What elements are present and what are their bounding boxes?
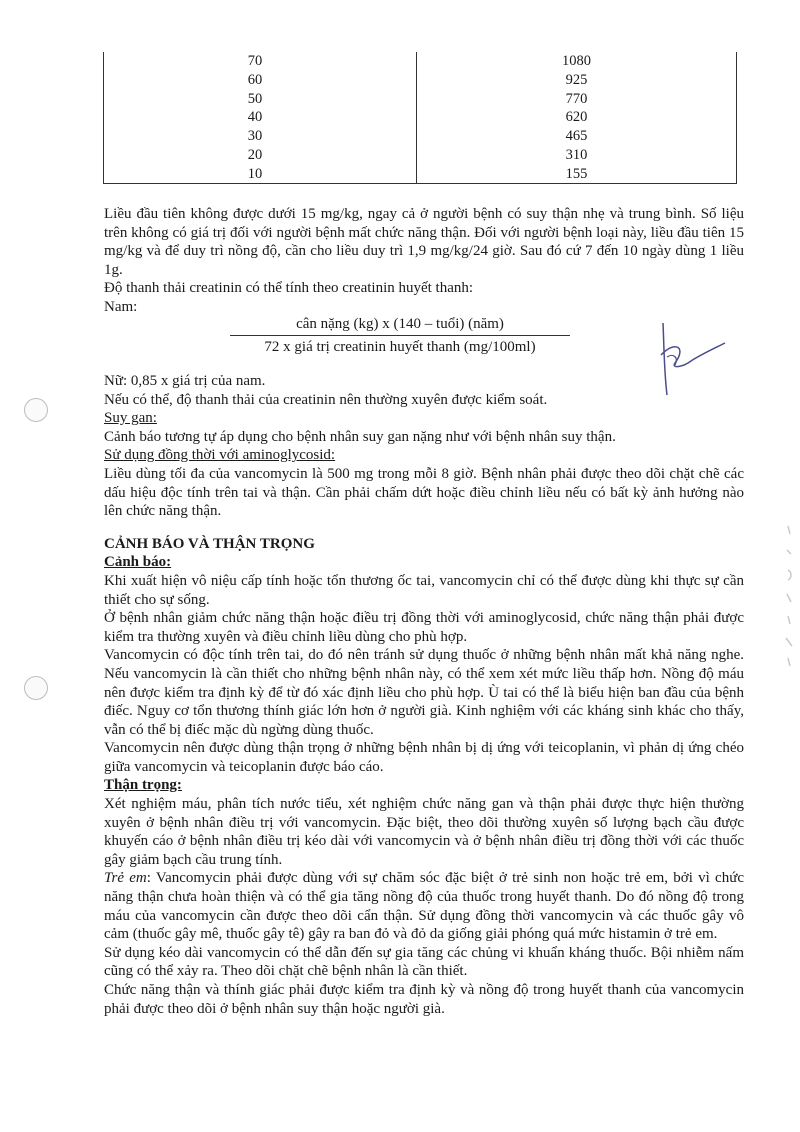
text-block-1 [104, 205, 744, 317]
paragraph-elderly: Chức năng thận và thính giác phải được kiểm tra định kỳ và nồng độ trong huyết thanh của vancomycin phải được theo dõi ở bệnh nhân suy thận hoặc người già. [104, 982, 744, 1017]
heading-warning: Cảnh báo: [104, 554, 172, 571]
table-row [104, 164, 737, 183]
formula-denominator: 72 x giá trị creatinin huyết thanh (mg/100ml) [264, 339, 536, 355]
clearance-formula [230, 315, 570, 356]
paragraph-aminoglycoside: Liều dùng tối đa của vancomycin là 500 mg trong mỗi 8 giờ. Bệnh nhân phải được theo dõi chặt chẽ các dấu hiệu độc tính trên tai và thận. Cần phải chấm dứt hoặc điều chỉnh liều nếu có bất kỳ ảnh hưởng nào lên chức năng thận. [104, 465, 744, 520]
paragraph-female: Nữ: 0,85 x giá trị của nam. [104, 373, 266, 389]
cell-value: 10 [247, 165, 263, 182]
text-block-2 [104, 372, 744, 1018]
dose-table [103, 52, 737, 184]
paragraph-renal: Ở bệnh nhân giảm chức năng thận hoặc điều trị đồng thời với aminoglycosid, chức năng thận phải được kiểm tra thường xuyên và điều chỉnh liều dùng cho phù hợp. [104, 610, 744, 645]
table-row [104, 146, 737, 165]
paragraph-lab-tests: Xét nghiệm máu, phân tích nước tiểu, xét nghiệm chức năng gan và thận phải được thực hiện thường xuyên ở bệnh nhân điều trị với vancomycin. Đặc biệt, theo dõi thường xuyên số lượng bạch cầu được khuyến cáo ở bệnh nhân điều trị kéo dài với vancomycin và ở bệnh nhân điều trị đồng thời với các thuốc gây giảm bạch cầu trung tính. [104, 796, 744, 868]
table-row [104, 71, 737, 90]
section-heading-warnings: CẢNH BÁO VÀ THẬN TRỌNG [104, 535, 315, 552]
table-cell-left [104, 108, 417, 127]
cell-value: 30 [247, 128, 263, 145]
signature-icon [645, 315, 735, 405]
cell-value: 60 [247, 72, 263, 89]
table-cell-left [104, 89, 417, 108]
cell-value: 40 [247, 109, 263, 126]
cell-value: 70 [247, 53, 263, 70]
text-children: : Vancomycin phải được dùng với sự chăm sóc đặc biệt ở trẻ sinh non hoặc trẻ em, bởi vì chức năng thận chưa hoàn thiện và có thể gia tăng nồng độ của thuốc trong huyết thanh. Do đó nồng độ trong máu của vancomycin cần được theo dõi cẩn thận. Sử dụng đồng thời vancomycin và các thuốc gây vô cảm (thuốc gây mê, thuốc gây tê) gây ra ban đỏ và đỏ da giống giải phóng quá mức histamin ở trẻ em. [104, 870, 745, 943]
paragraph-anuria: Khi xuất hiện vô niệu cấp tính hoặc tổn thương ốc tai, vancomycin chỉ có thể được dùng khi thực sự cần thiết cho sự sống. [104, 572, 744, 608]
table-row [104, 89, 737, 108]
table-cell-right: 770 [417, 89, 737, 108]
punch-hole-icon [24, 676, 48, 700]
table-cell-right: 1080 [417, 52, 737, 71]
punch-hole-icon [24, 398, 48, 422]
paragraph-resistance: Sử dụng kéo dài vancomycin có thể dẫn đến sự gia tăng các chủng vi khuẩn kháng thuốc. Bội nhiễm nấm cũng có thể xảy ra. Theo dõi chặt chẽ bệnh nhân là cần thiết. [104, 944, 744, 980]
table-cell-right: 925 [417, 71, 737, 90]
table-cell-left [104, 127, 417, 146]
paragraph-ototoxicity: Vancomycin có độc tính trên tai, do đó nên tránh sử dụng thuốc ở những bệnh nhân mất khả năng nghe. Nếu vancomycin là cần thiết cho những bệnh nhân này, có thể xem xét mức liều thấp hơn. Nồng độ máu nên được kiểm tra định kỳ để từ đó xác định liều cho phù hợp. Ù tai có thể là biểu hiện ban đầu của bệnh điếc. Nguy cơ tổn thương thính giác lớn hơn ở người già. Kinh nghiệm với các kháng sinh khác cho thấy, vẫn có thể bị điếc mặc dù ngừng dùng thuốc. [104, 647, 744, 738]
table-row [104, 127, 737, 146]
table-cell-right: 310 [417, 146, 737, 165]
table-cell-right: 155 [417, 164, 737, 183]
label-children: Trẻ em [104, 870, 147, 887]
paragraph-liver: Cảnh báo tương tự áp dụng cho bệnh nhân suy gan nặng như với bệnh nhân suy thận. [104, 428, 616, 445]
heading-precautions: Thận trọng: [104, 777, 182, 794]
table-cell-left [104, 71, 417, 90]
label-male: Nam: [104, 298, 138, 315]
heading-aminoglycoside: Sử dụng đồng thời với aminoglycosid: [104, 447, 336, 464]
table-row [104, 108, 737, 127]
stamp-edge-icon [782, 520, 796, 670]
paragraph-clearance: Độ thanh thải creatinin có thể tính theo creatinin huyết thanh: [104, 280, 474, 297]
cell-value: 50 [247, 90, 263, 107]
paragraph-children [104, 869, 744, 943]
table-cell-left [104, 164, 417, 183]
paragraph-monitor: Nếu có thể, độ thanh thải của creatinin nên thường xuyên được kiểm soát. [104, 391, 548, 408]
paragraph-initial-dose: Liều đầu tiên không được dưới 15 mg/kg, ngay cả ở người bệnh có suy thận nhẹ và trung bình. Số liệu trên không có giá trị đối với người bệnh mất chức năng thận. Đối với người bệnh loại này, liều đầu tiên 15 mg/kg và để duy trì nồng độ, cần cho liều duy trì 1,9 mg/kg/24 giờ. Sau đó cứ 7 đến 10 ngày dùng 1 liều 1g. [104, 206, 744, 278]
table-cell-left [104, 146, 417, 165]
table-cell-right: 620 [417, 108, 737, 127]
formula-numerator: cân nặng (kg) x (140 – tuổi) (năm) [230, 315, 570, 336]
table-cell-left [104, 52, 417, 71]
table-cell-right: 465 [417, 127, 737, 146]
heading-liver-failure: Suy gan: [104, 410, 157, 427]
cell-value: 20 [247, 146, 263, 163]
paragraph-teicoplanin: Vancomycin nên được dùng thận trọng ở những bệnh nhân bị dị ứng với teicoplanin, vì phản dị ứng chéo giữa vancomycin và teicoplanin được báo cáo. [104, 740, 744, 775]
table-row [104, 52, 737, 71]
